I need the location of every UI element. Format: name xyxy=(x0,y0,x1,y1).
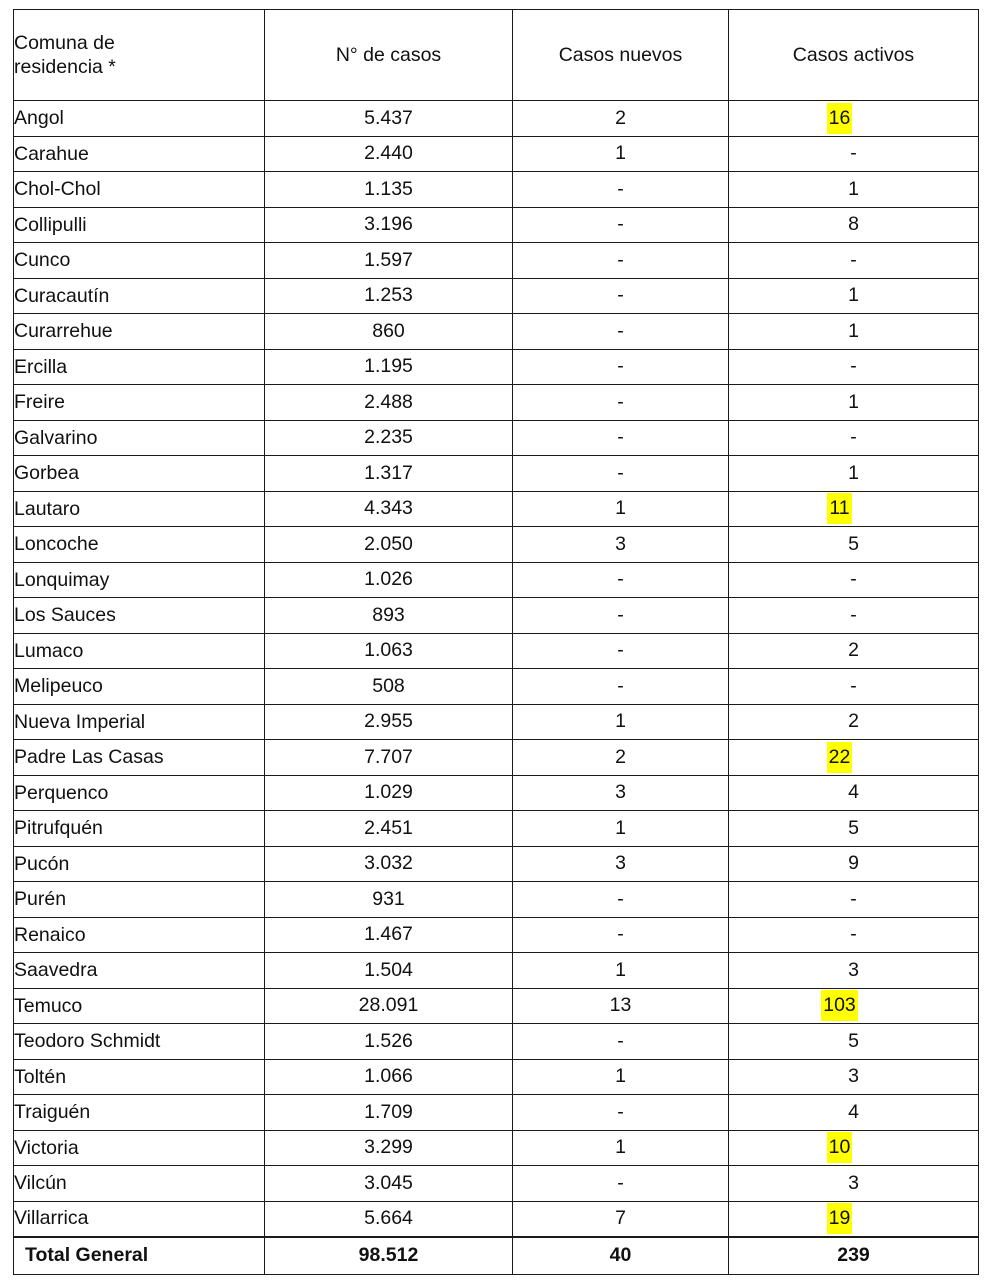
cell-active-cases xyxy=(729,1024,979,1060)
cell-new-cases xyxy=(513,1059,729,1095)
cell-commune-name: Angol xyxy=(14,101,265,137)
cell-value: 3 xyxy=(615,532,626,555)
cell-new-cases xyxy=(513,136,729,172)
cell-value: 3 xyxy=(615,781,626,804)
table-row xyxy=(14,633,979,669)
column-header-comuna-line1: Comuna de xyxy=(14,31,115,54)
table-row xyxy=(14,562,979,598)
cell-value: 1 xyxy=(848,177,859,200)
cell-value: - xyxy=(617,603,624,626)
cell-total-cases xyxy=(265,1166,513,1202)
cell-commune-name: Purén xyxy=(14,882,265,918)
cell-value: 2 xyxy=(615,745,626,768)
table-total-row xyxy=(14,1237,979,1275)
cell-new-cases xyxy=(513,953,729,989)
cell-value: 1 xyxy=(848,284,859,307)
cell-new-cases xyxy=(513,598,729,634)
cell-value: - xyxy=(617,1029,624,1052)
cell-commune-name: Nueva Imperial xyxy=(14,704,265,740)
cell-total-cases xyxy=(265,385,513,421)
cell-commune-name: Ercilla xyxy=(14,349,265,385)
cell-value: 1.063 xyxy=(364,639,413,662)
cell-value: - xyxy=(850,142,857,165)
cell-total-cases xyxy=(265,1095,513,1131)
cell-total-cases xyxy=(265,136,513,172)
cell-commune-name: Temuco xyxy=(14,988,265,1024)
cell-total-cases xyxy=(265,1130,513,1166)
cell-active-cases xyxy=(729,562,979,598)
cell-new-cases xyxy=(513,207,729,243)
cell-value: 1.135 xyxy=(364,177,413,200)
cell-value: 5 xyxy=(848,816,859,839)
table-row xyxy=(14,598,979,634)
cell-active-cases xyxy=(729,243,979,279)
cell-new-cases xyxy=(513,882,729,918)
cell-active-cases xyxy=(729,811,979,847)
table-row xyxy=(14,491,979,527)
cell-value: - xyxy=(617,248,624,271)
cell-total-cases xyxy=(265,988,513,1024)
highlighted-value: 16 xyxy=(827,103,853,134)
cell-total-cases xyxy=(265,953,513,989)
cell-value: 1.597 xyxy=(364,248,413,271)
cell-commune-name: Vilcún xyxy=(14,1166,265,1202)
cell-value: 1 xyxy=(615,816,626,839)
cell-active-cases xyxy=(729,349,979,385)
highlighted-value: 11 xyxy=(827,493,851,524)
cell-value: 2.955 xyxy=(364,710,413,733)
cell-total-cases xyxy=(265,1059,513,1095)
table-row xyxy=(14,1130,979,1166)
highlighted-value: 103 xyxy=(821,990,858,1021)
cell-active-cases xyxy=(729,1095,979,1131)
cell-active-cases xyxy=(729,704,979,740)
cell-value: - xyxy=(617,568,624,591)
cell-value: 2.451 xyxy=(364,816,413,839)
cell-total-cases xyxy=(265,243,513,279)
cell-new-cases xyxy=(513,811,729,847)
cell-value: 3.045 xyxy=(364,1171,413,1194)
cell-value: 4 xyxy=(848,1100,859,1123)
cell-total-cases xyxy=(265,101,513,137)
cell-total-label: Total General xyxy=(14,1237,265,1275)
table-row xyxy=(14,811,979,847)
table-row xyxy=(14,207,979,243)
cell-value: 2.440 xyxy=(364,142,413,165)
cell-value: 2.488 xyxy=(364,390,413,413)
cell-total-cases xyxy=(265,917,513,953)
table-row xyxy=(14,740,979,776)
cell-value: 1 xyxy=(848,461,859,484)
cell-value: - xyxy=(617,284,624,307)
table-row xyxy=(14,278,979,314)
cell-active-cases xyxy=(729,314,979,350)
table-row xyxy=(14,988,979,1024)
cell-value: 1 xyxy=(848,390,859,413)
cell-value: 28.091 xyxy=(358,994,419,1017)
cell-total-cases xyxy=(265,846,513,882)
covid-cases-by-commune-table xyxy=(13,9,979,1275)
cell-value: 1 xyxy=(615,1065,626,1088)
cell-value: 5.437 xyxy=(364,106,413,129)
cell-active-cases xyxy=(729,1166,979,1202)
cell-commune-name: Cunco xyxy=(14,243,265,279)
cell-active-cases xyxy=(729,101,979,137)
table-row xyxy=(14,1201,979,1237)
cell-value: 3 xyxy=(615,852,626,875)
cell-commune-name: Melipeuco xyxy=(14,669,265,705)
cell-total-cases xyxy=(265,278,513,314)
cell-value: 1.253 xyxy=(364,284,413,307)
cell-new-cases xyxy=(513,243,729,279)
cell-total-cases xyxy=(265,811,513,847)
table-row xyxy=(14,314,979,350)
table-row xyxy=(14,846,979,882)
cell-total-cases xyxy=(265,633,513,669)
cell-value: - xyxy=(617,461,624,484)
table-row xyxy=(14,456,979,492)
cell-total-new-cases xyxy=(513,1237,729,1275)
cell-value: 239 xyxy=(837,1243,870,1266)
cell-commune-name: Chol-Chol xyxy=(14,172,265,208)
cell-new-cases xyxy=(513,172,729,208)
cell-value: - xyxy=(617,213,624,236)
cell-commune-name: Loncoche xyxy=(14,527,265,563)
column-header-total-cases: N° de casos xyxy=(265,10,513,101)
cell-commune-name: Teodoro Schmidt xyxy=(14,1024,265,1060)
cell-new-cases xyxy=(513,1095,729,1131)
cell-value: 5 xyxy=(848,532,859,555)
cell-active-cases xyxy=(729,740,979,776)
cell-value: 3 xyxy=(848,1065,859,1088)
table-body xyxy=(14,101,979,1275)
cell-value: 3 xyxy=(848,958,859,981)
table-row xyxy=(14,172,979,208)
cell-total-cases xyxy=(265,562,513,598)
cell-value: 1.029 xyxy=(364,781,413,804)
column-header-active-cases: Casos activos xyxy=(729,10,979,101)
cell-active-cases xyxy=(729,136,979,172)
cell-new-cases xyxy=(513,669,729,705)
cell-value: 4 xyxy=(848,781,859,804)
cell-value: 1 xyxy=(615,497,626,520)
cell-commune-name: Traiguén xyxy=(14,1095,265,1131)
cell-new-cases xyxy=(513,1201,729,1237)
table-row xyxy=(14,1095,979,1131)
cell-commune-name: Freire xyxy=(14,385,265,421)
table-row xyxy=(14,1166,979,1202)
cell-value: - xyxy=(617,923,624,946)
cell-new-cases xyxy=(513,1024,729,1060)
cell-commune-name: Perquenco xyxy=(14,775,265,811)
cell-value: - xyxy=(850,674,857,697)
cell-total-total-cases xyxy=(265,1237,513,1275)
cell-commune-name: Victoria xyxy=(14,1130,265,1166)
cell-value: - xyxy=(850,923,857,946)
cell-new-cases xyxy=(513,491,729,527)
cell-value: 2 xyxy=(615,106,626,129)
cell-value: 2.235 xyxy=(364,426,413,449)
cell-new-cases xyxy=(513,562,729,598)
table-row xyxy=(14,775,979,811)
cell-active-cases xyxy=(729,1130,979,1166)
cell-value: - xyxy=(617,390,624,413)
cell-value: - xyxy=(850,887,857,910)
cell-new-cases xyxy=(513,527,729,563)
cell-active-cases xyxy=(729,456,979,492)
cell-value: 2 xyxy=(848,639,859,662)
cell-commune-name: Lumaco xyxy=(14,633,265,669)
cell-value: 98.512 xyxy=(358,1243,419,1266)
cell-commune-name: Toltén xyxy=(14,1059,265,1095)
cell-total-cases xyxy=(265,1024,513,1060)
cell-value: 508 xyxy=(372,674,405,697)
cell-value: 1.195 xyxy=(364,355,413,378)
cell-active-cases xyxy=(729,278,979,314)
cell-active-cases xyxy=(729,385,979,421)
cell-value: 9 xyxy=(848,852,859,875)
cell-total-cases xyxy=(265,207,513,243)
cell-total-cases xyxy=(265,527,513,563)
cell-value: 860 xyxy=(372,319,405,342)
cell-value: 1 xyxy=(615,1136,626,1159)
cell-total-cases xyxy=(265,420,513,456)
table-row xyxy=(14,704,979,740)
cell-new-cases xyxy=(513,704,729,740)
cell-active-cases xyxy=(729,917,979,953)
cell-commune-name: Carahue xyxy=(14,136,265,172)
cell-new-cases xyxy=(513,420,729,456)
cell-new-cases xyxy=(513,101,729,137)
cell-commune-name: Villarrica xyxy=(14,1201,265,1237)
cell-new-cases xyxy=(513,385,729,421)
cell-total-cases xyxy=(265,882,513,918)
cell-commune-name: Renaico xyxy=(14,917,265,953)
cell-total-cases xyxy=(265,740,513,776)
cell-value: 8 xyxy=(848,213,859,236)
cell-value: - xyxy=(617,319,624,342)
table-row xyxy=(14,953,979,989)
cell-value: 5 xyxy=(848,1029,859,1052)
cell-new-cases xyxy=(513,456,729,492)
cell-commune-name: Collipulli xyxy=(14,207,265,243)
table-row xyxy=(14,101,979,137)
cell-value: 1 xyxy=(848,319,859,342)
cell-value: 1.709 xyxy=(364,1100,413,1123)
column-header-new-cases: Casos nuevos xyxy=(513,10,729,101)
table-row xyxy=(14,917,979,953)
highlighted-value: 10 xyxy=(827,1132,853,1163)
cell-value: - xyxy=(850,248,857,271)
cell-value: - xyxy=(617,177,624,200)
cell-value: 1 xyxy=(615,710,626,733)
cell-value: - xyxy=(617,355,624,378)
cell-new-cases xyxy=(513,1130,729,1166)
cell-value: 1.467 xyxy=(364,923,413,946)
cell-value: 7.707 xyxy=(364,745,413,768)
cell-total-cases xyxy=(265,704,513,740)
cell-commune-name: Lonquimay xyxy=(14,562,265,598)
cell-commune-name: Curarrehue xyxy=(14,314,265,350)
cell-commune-name: Galvarino xyxy=(14,420,265,456)
cell-value: 40 xyxy=(609,1243,632,1266)
cell-active-cases xyxy=(729,882,979,918)
table-row xyxy=(14,349,979,385)
cell-new-cases xyxy=(513,633,729,669)
table-row xyxy=(14,385,979,421)
cell-total-cases xyxy=(265,456,513,492)
cell-new-cases xyxy=(513,846,729,882)
cell-value: 3.032 xyxy=(364,852,413,875)
cell-value: 1 xyxy=(615,958,626,981)
cell-active-cases xyxy=(729,775,979,811)
cell-active-cases xyxy=(729,846,979,882)
cell-value: - xyxy=(850,355,857,378)
cell-commune-name: Los Sauces xyxy=(14,598,265,634)
cell-value: 13 xyxy=(609,994,632,1017)
cell-commune-name: Saavedra xyxy=(14,953,265,989)
cell-total-cases xyxy=(265,669,513,705)
table-row xyxy=(14,420,979,456)
cell-value: 2.050 xyxy=(364,532,413,555)
cell-new-cases xyxy=(513,917,729,953)
cell-value: 1.317 xyxy=(364,461,413,484)
cell-new-cases xyxy=(513,775,729,811)
cell-commune-name: Gorbea xyxy=(14,456,265,492)
cell-active-cases xyxy=(729,420,979,456)
cell-value: 1.526 xyxy=(364,1029,413,1052)
cell-total-cases xyxy=(265,598,513,634)
cell-value: - xyxy=(617,674,624,697)
cell-active-cases xyxy=(729,953,979,989)
cell-active-cases xyxy=(729,598,979,634)
cell-total-cases xyxy=(265,491,513,527)
cell-new-cases xyxy=(513,988,729,1024)
cell-total-cases xyxy=(265,349,513,385)
cell-active-cases xyxy=(729,172,979,208)
cell-value: 1 xyxy=(615,142,626,165)
cell-value: - xyxy=(850,603,857,626)
cell-commune-name: Padre Las Casas xyxy=(14,740,265,776)
table-row xyxy=(14,1059,979,1095)
cell-commune-name: Curacautín xyxy=(14,278,265,314)
cell-active-cases xyxy=(729,1201,979,1237)
cell-new-cases xyxy=(513,314,729,350)
cell-value: 3.196 xyxy=(364,213,413,236)
cell-new-cases xyxy=(513,278,729,314)
cell-value: 931 xyxy=(372,887,405,910)
cell-active-cases xyxy=(729,207,979,243)
cell-total-cases xyxy=(265,1201,513,1237)
cell-commune-name: Lautaro xyxy=(14,491,265,527)
cell-value: - xyxy=(617,1171,624,1194)
table-row xyxy=(14,669,979,705)
cell-new-cases xyxy=(513,740,729,776)
cell-value: - xyxy=(617,887,624,910)
cell-value: 1.026 xyxy=(364,568,413,591)
cell-commune-name: Pucón xyxy=(14,846,265,882)
cell-value: - xyxy=(617,1100,624,1123)
cell-value: 3.299 xyxy=(364,1136,413,1159)
column-header-comuna xyxy=(14,10,265,101)
cell-total-cases xyxy=(265,314,513,350)
cell-active-cases xyxy=(729,1059,979,1095)
cell-commune-name: Pitrufquén xyxy=(14,811,265,847)
cell-active-cases xyxy=(729,527,979,563)
cell-total-cases xyxy=(265,172,513,208)
table-row xyxy=(14,136,979,172)
cell-value: 7 xyxy=(615,1206,626,1229)
highlighted-value: 19 xyxy=(827,1203,853,1234)
highlighted-value: 22 xyxy=(827,742,853,773)
cell-value: 4.343 xyxy=(364,497,413,520)
cell-active-cases xyxy=(729,988,979,1024)
header-row xyxy=(14,10,979,101)
cell-value: - xyxy=(617,426,624,449)
table-row xyxy=(14,243,979,279)
table-row xyxy=(14,882,979,918)
cell-value: 1.504 xyxy=(364,958,413,981)
column-header-comuna-line2: residencia * xyxy=(14,56,116,78)
cases-table-container xyxy=(13,9,978,1275)
cell-value: 5.664 xyxy=(364,1206,413,1229)
cell-new-cases xyxy=(513,1166,729,1202)
cell-value: - xyxy=(850,426,857,449)
table-row xyxy=(14,1024,979,1060)
cell-value: 1.066 xyxy=(364,1065,413,1088)
cell-value: - xyxy=(850,568,857,591)
cell-total-active-cases xyxy=(729,1237,979,1275)
cell-active-cases xyxy=(729,491,979,527)
table-header xyxy=(14,10,979,101)
cell-value: 2 xyxy=(848,710,859,733)
cell-value: - xyxy=(617,639,624,662)
cell-new-cases xyxy=(513,349,729,385)
cell-total-cases xyxy=(265,775,513,811)
cell-active-cases xyxy=(729,633,979,669)
cell-value: 893 xyxy=(372,603,405,626)
cell-value: 3 xyxy=(848,1171,859,1194)
cell-active-cases xyxy=(729,669,979,705)
table-row xyxy=(14,527,979,563)
